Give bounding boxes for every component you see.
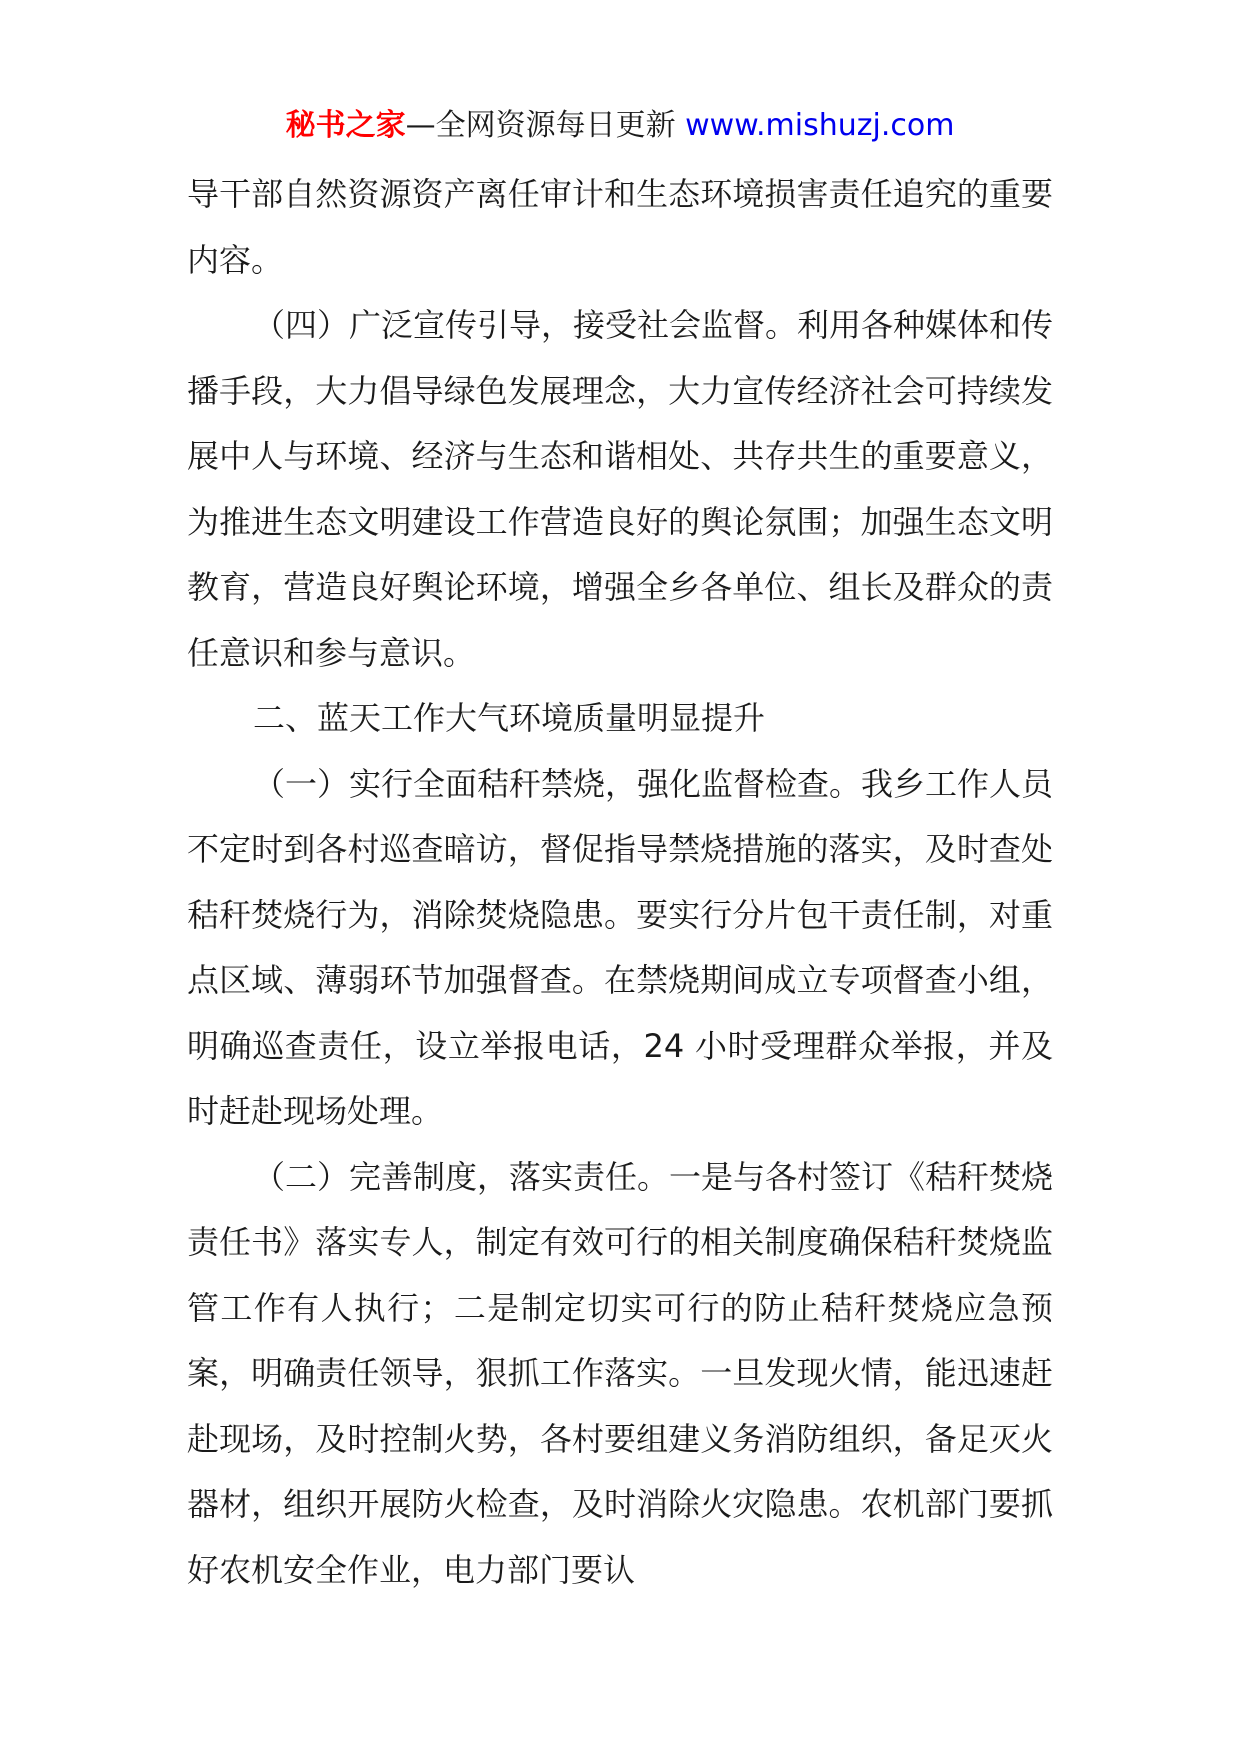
paragraph-publicity: （四）广泛宣传引导，接受社会监督。利用各种媒体和传播手段，大力倡导绿色发展理念，大力宣传经济社会可持续发展中人与环境、经济与生态和谐相处、共存共生的重要意义，为推进生态文明建设工作营造良好的舆论氛围；加强生态文明教育，营造良好舆论环境，增强全乡各单位、组长及群众的责任意识和参与意识。 xyxy=(187,306,1054,672)
document-body xyxy=(187,162,1053,1603)
paragraph-continuation: 导干部自然资源资产离任审计和生态环境损害责任追究的重要内容。 xyxy=(187,175,1053,279)
paragraph-responsibility: （二）完善制度，落实责任。一是与各村签订《秸秆焚烧责任书》落实专人，制定有效可行的相关制度确保秸秆焚烧监管工作有人执行；二是制定切实可行的防止秸秆焚烧应急预案，明确责任领导，狠抓工作落实。一旦发现火情，能迅速赶赴现场，及时控制火势，各村要组建义务消防组织，备足灭火器材，组织开展防火检查，及时消除火灾隐患。农机部门要抓好农机安全作业，电力部门要认 xyxy=(187,1157,1054,1589)
header-tagline: —全网资源每日更新 xyxy=(405,108,686,143)
paragraph-straw-burning-ban: （一）实行全面秸秆禁烧，强化监督检查。我乡工作人员不定时到各村巡查暗访，督促指导禁烧措施的落实，及时查处秸秆焚烧行为，消除焚烧隐患。要实行分片包干责任制，对重点区域、薄弱环节加强督查。在禁烧期间成立专项督查小组，明确巡查责任，设立举报电话，24 小时受理群众举报，并及时赶赴现场处理。 xyxy=(187,764,1054,1130)
section-heading-blue-sky: 二、蓝天工作大气环境质量明显提升 xyxy=(253,699,766,737)
site-link[interactable]: www.mishuzj.com xyxy=(685,108,955,143)
brand-name: 秘书之家 xyxy=(285,108,406,143)
page-header xyxy=(0,104,1240,148)
